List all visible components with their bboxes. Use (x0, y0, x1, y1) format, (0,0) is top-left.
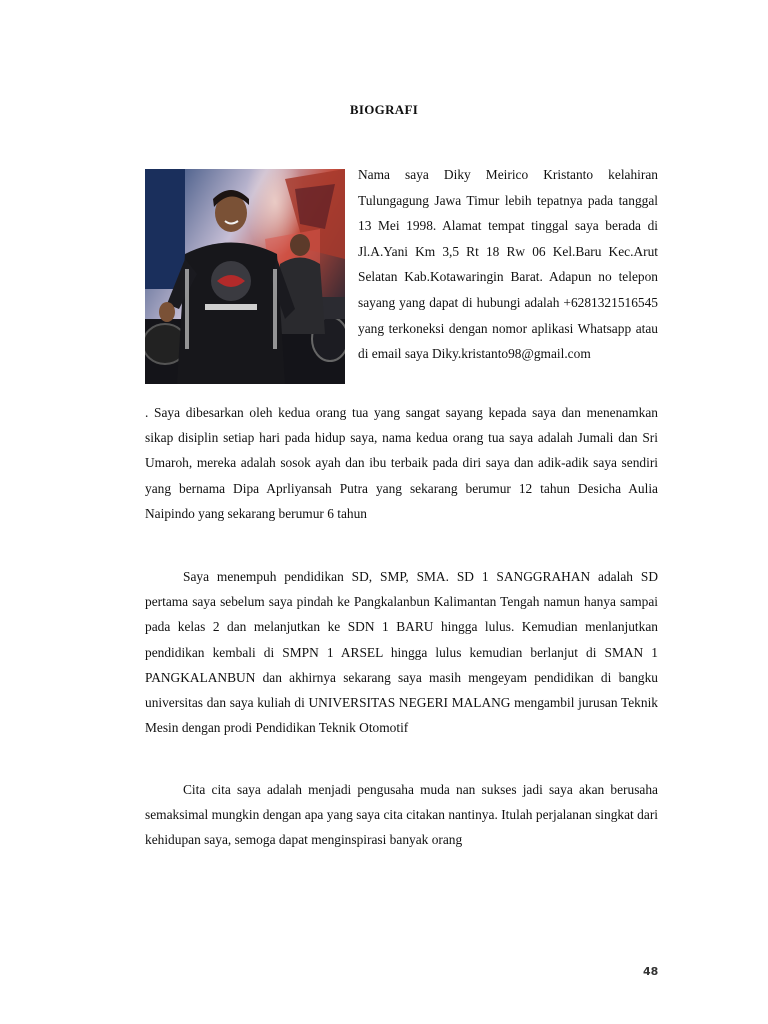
intro-paragraph: Nama saya Diky Meirico Kristanto kelahiran Tulungagung Jawa Timur lebih tepatnya pada tanggal 13 Mei 1998. Alamat tempat tinggal saya berada di Jl.A.Yani Km 3,5 Rt 18 Rw 06 Kel.Baru Kec.Arut Selatan Kab.Kotawaringin Barat. Adapun no telepon sayang yang dapat di hubungi adalah +6281321516545 yang terkoneksi dengan nomor aplikasi Whatsapp atau di email saya Diky.kristanto98@gmail.com (358, 167, 658, 362)
education-paragraph: Saya menempuh pendidikan SD, SMP, SMA. SD 1 SANGGRAHAN adalah SD pertama saya sebelum saya pindah ke Pangkalanbun Kalimantan Tengah namun hanya sampai pada kelas 2 dan melanjutkan ke SDN 1 BARU hingga lulus. Kemudian menlanjutkan pendidikan kembali di SMPN 1 ARSEL hingga lulus kemudian berlanjut di SMAN 1 PANGKALANBUN dan akhirnya sekarang saya masih mengeyam pendidikan di bangku universitas dan saya kuliah di UNIVERSITAS NEGERI MALANG mengambil jurusan Teknik Mesin dengan prodi Pendidikan Teknik Otomotif (145, 569, 658, 736)
page-number: 48 (643, 965, 659, 978)
page-title: BIOGRAFI (349, 102, 419, 117)
author-photo (145, 169, 345, 384)
goals-paragraph: Cita cita saya adalah menjadi pengusaha muda nan sukses jadi saya akan berusaha semaksimal mungkin dengan apa yang saya cita citakan nantinya. Itulah perjalanan singkat dari kehidupan saya, semoga dapat menginspirasi banyak orang (145, 782, 658, 848)
family-paragraph: . Saya dibesarkan oleh kedua orang tua yang sangat sayang kepada saya dan menenamkan sikap disiplin setiap hari pada hidup saya, nama kedua orang tua saya adalah Jumali dan Sri Umaroh, mereka adalah sosok ayah dan ibu terbaik pada diri saya dan adik-adik saya sendiri yang bernama Dipa Aprliyansah Putra yang sekarang berumur 12 tahun Desicha Aulia Naipindo yang sekarang berumur 6 tahun (145, 405, 658, 521)
